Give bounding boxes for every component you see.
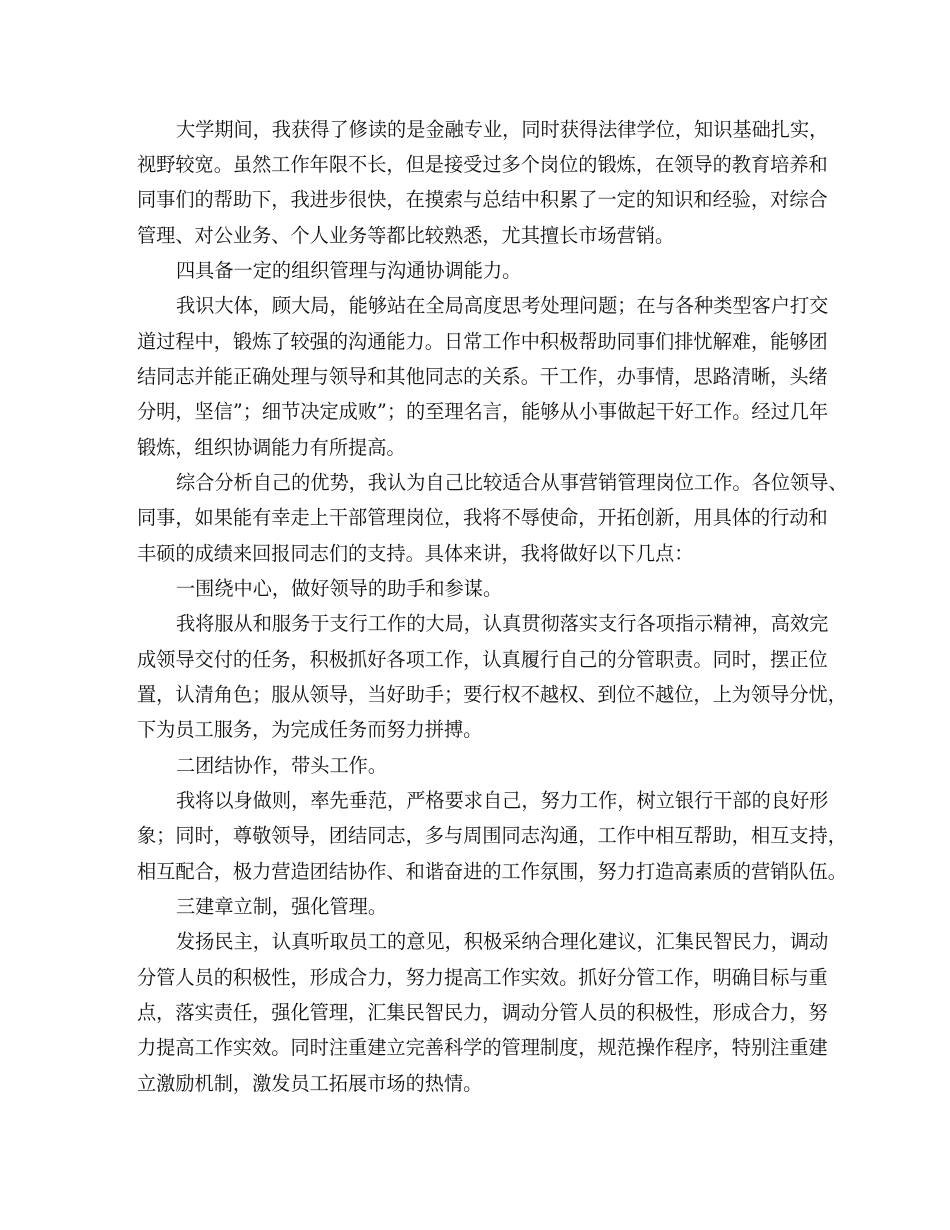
text-line: 道过程中，锻炼了较强的沟通能力。日常工作中积极帮助同事们排忧解难，能够团 [137, 330, 828, 353]
text-line: 一围绕中心，做好领导的助手和参谋。 [176, 577, 503, 600]
text-line: 同事们的帮助下，我进步很快，在摸索与总结中积累了一定的知识和经验，对综合 [137, 188, 828, 211]
text-line: 锻炼，组织协调能力有所提高。 [137, 436, 406, 459]
text-line: 结同志并能正确处理与领导和其他同志的关系。干工作，办事情，思路清晰，头绪 [137, 365, 828, 388]
text-line: 二团结协作，带头工作。 [176, 754, 388, 777]
text-line: 点，落实责任，强化管理，汇集民智民力，调动分管人员的积极性，形成合力，努 [137, 1001, 828, 1024]
text-line: 管理、对公业务、个人业务等都比较熟悉，尤其擅长市场营销。 [137, 224, 675, 247]
text-line: 我识大体，顾大局，能够站在全局高度思考处理问题；在与各种类型客户打交 [176, 294, 829, 317]
text-line: 丰硕的成绩来回报同志们的支持。具体来讲，我将做好以下几点： [137, 542, 694, 565]
text-line: 大学期间，我获得了修读的是金融专业，同时获得法律学位，知识基础扎实， [176, 118, 829, 141]
text-line: 置，认清角色；服从领导，当好助手；要行权不越权、到位不越位，上为领导分忧， [137, 683, 847, 706]
text-line: 我将服从和服务于支行工作的大局，认真贯彻落实支行各项指示精神，高效完 [176, 612, 829, 635]
text-line: 四具备一定的组织管理与沟通协调能力。 [176, 259, 522, 282]
text-line: 三建章立制，强化管理。 [176, 895, 388, 918]
text-line: 发扬民主，认真听取员工的意见，积极采纳合理化建议，汇集民智民力，调动 [176, 930, 829, 953]
text-line: 分明，坚信”；细节决定成败”；的至理名言，能够从小事做起干好工作。经过几年 [137, 400, 829, 423]
text-line: 视野较宽。虽然工作年限不长，但是接受过多个岗位的锻炼，在领导的教育培养和 [137, 153, 828, 176]
text-line: 相互配合，极力营造团结协作、和谐奋进的工作氛围，努力打造高素质的营销队伍。 [137, 860, 847, 883]
text-line: 综合分析自己的优势，我认为自己比较适合从事营销管理岗位工作。各位领导、 [176, 471, 848, 494]
text-line: 成领导交付的任务，积极抓好各项工作，认真履行自己的分管职责。同时，摆正位 [137, 648, 828, 671]
text-line: 下为员工服务，为完成任务而努力拼搏。 [137, 718, 483, 741]
text-line: 力提高工作实效。同时注重建立完善科学的管理制度，规范操作程序，特别注重建 [137, 1036, 828, 1059]
text-line: 我将以身做则，率先垂范，严格要求自己，努力工作，树立银行干部的良好形 [176, 789, 829, 812]
text-line: 分管人员的积极性，形成合力，努力提高工作实效。抓好分管工作，明确目标与重 [137, 966, 828, 989]
text-line: 同事，如果能有幸走上干部管理岗位，我将不辱使命，开拓创新，用具体的行动和 [137, 506, 828, 529]
text-line: 立激励机制，激发员工拓展市场的热情。 [137, 1072, 483, 1095]
text-line: 象；同时，尊敬领导，团结同志，多与周围同志沟通，工作中相互帮助，相互支持， [137, 824, 847, 847]
